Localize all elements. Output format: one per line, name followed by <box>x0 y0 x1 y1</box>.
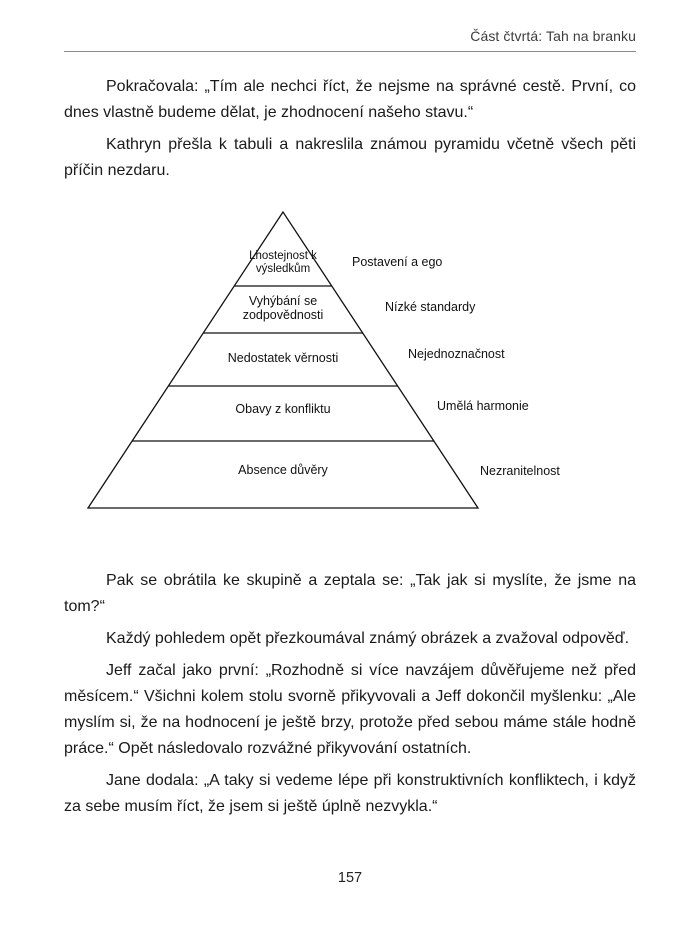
paragraph-5: Jeff začal jako první: „Rozhodně si více navzájem důvěřujeme než před měsícem.“ Všichni kolem stolu svorně přikyvovali a Jeff dokončil myšlenku: „Ale myslím si, že na hodnocení je ještě brzy, protože před sebou máme stále hodně práce.“ Opět následovalo rozvážné přikyvování ostatních. <box>64 662 636 757</box>
pyramid-level-3-label: Nedostatek věrnosti <box>227 351 339 365</box>
paragraph-6: Jane dodala: „A taky si vedeme lépe při konstruktivních konfliktech, i když za sebe musím říct, že jsem si ještě úplně nezvykla.“ <box>64 772 636 815</box>
pyramid-side-label-1: Postavení a ego <box>352 255 443 269</box>
header-rule <box>64 51 636 52</box>
pyramid-side-label-3: Nejednoznačnost <box>408 347 505 361</box>
pyramid-side-label-4: Umělá harmonie <box>437 399 529 413</box>
pyramid-side-label-2: Nízké standardy <box>385 300 476 314</box>
running-header: Část čtvrtá: Tah na branku <box>470 28 636 44</box>
pyramid-level-4-label: Obavy z konfliktu <box>235 402 331 416</box>
pyramid-diagram <box>64 190 636 520</box>
pyramid-level-1-label: Lhostejnost k výsledkům <box>249 250 317 275</box>
paragraph-3: Pak se obrátila ke skupině a zeptala se: „Tak jak si myslíte, že jsme na tom?“ <box>64 572 636 615</box>
paragraph-1: Pokračovala: „Tím ale nechci říct, že nejsme na správné cestě. První, co dnes vlastně budeme dělat, je zhodnocení našeho stavu.“ <box>64 78 636 121</box>
pyramid-level-5-label: Absence důvěry <box>238 463 328 477</box>
pyramid-level-2-label: Vyhýbání se zodpovědnosti <box>242 294 324 322</box>
page-number: 157 <box>337 870 363 886</box>
paragraph-2: Kathryn přešla k tabuli a nakreslila známou pyramidu včetně všech pěti příčin nezdaru. <box>64 136 636 179</box>
paragraph-4: Každý pohledem opět přezkoumával známý obrázek a zvažoval odpověď. <box>106 630 630 647</box>
pyramid-side-label-5: Nezranitelnost <box>480 464 560 478</box>
page-content <box>64 74 636 826</box>
